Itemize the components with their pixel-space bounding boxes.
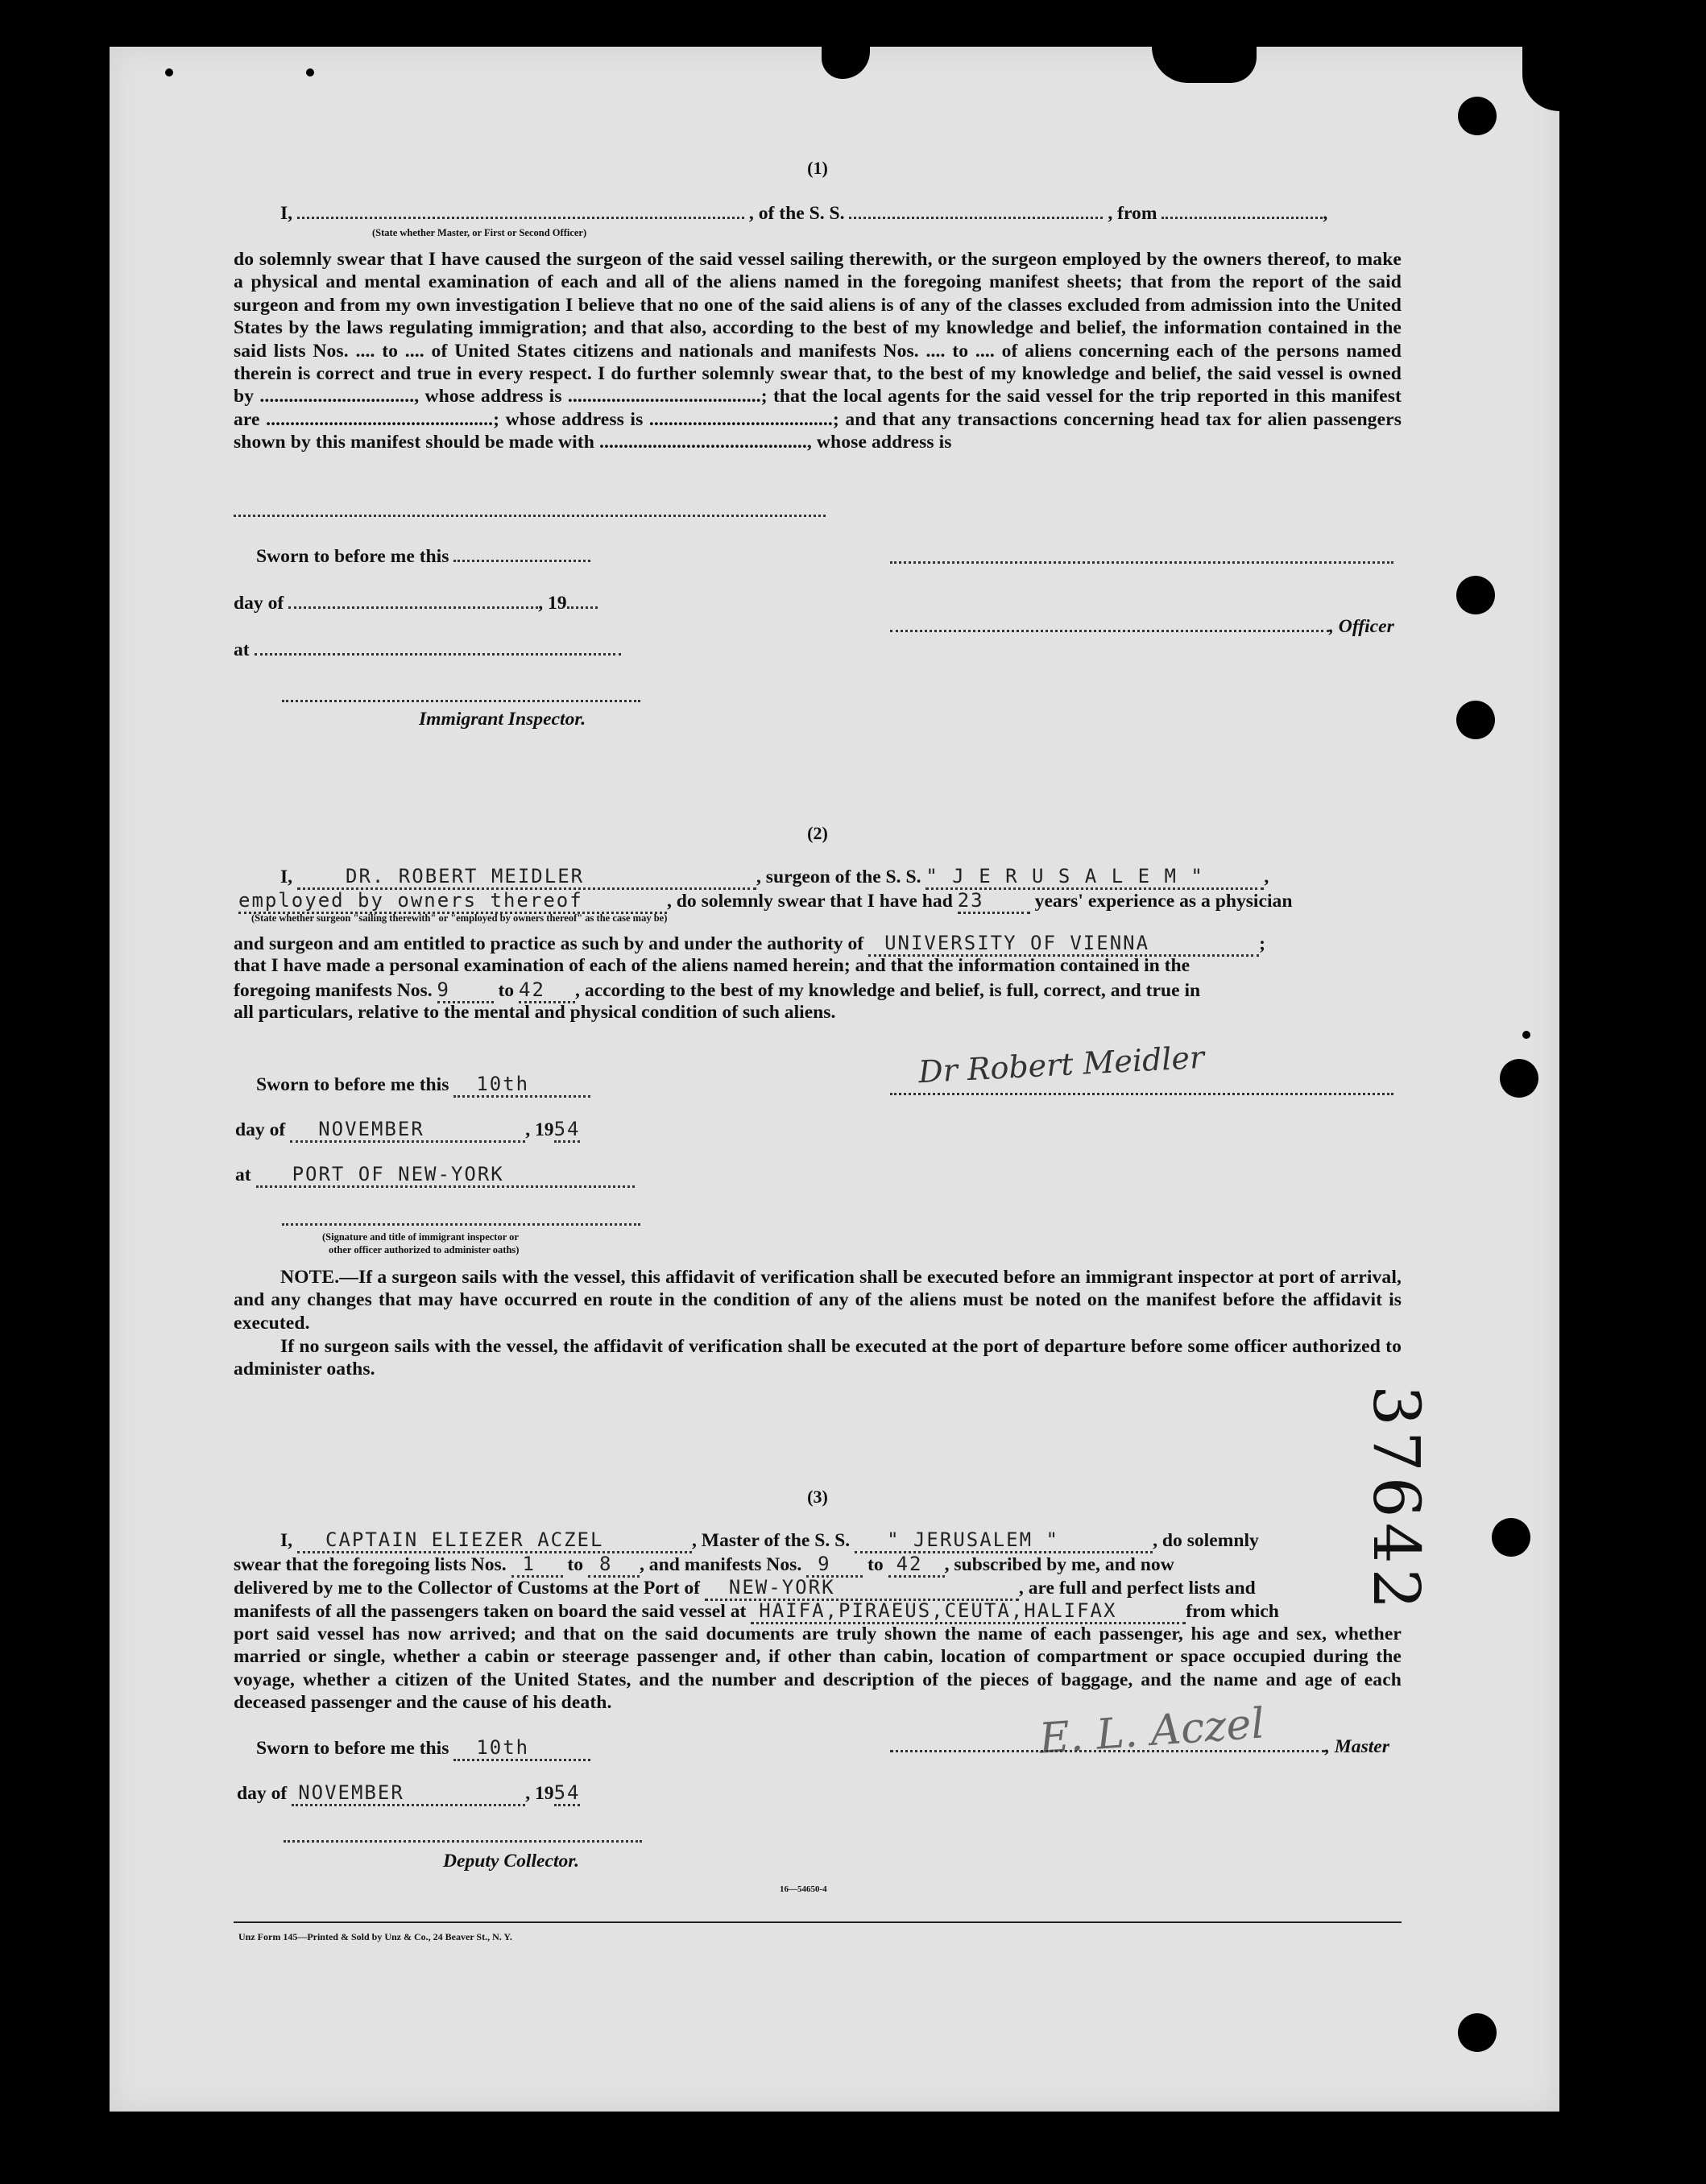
section-1-sworn: [256, 546, 590, 568]
manifests-from-field[interactable]: 9: [806, 1553, 863, 1578]
master-signature-field[interactable]: [890, 1737, 1325, 1752]
swear-label: , do solemnly swear that I have had: [667, 891, 953, 912]
solemnly-label: , do solemnly: [1153, 1530, 1259, 1551]
section-1-number: (1): [807, 158, 828, 178]
collector-signature-field[interactable]: [284, 1827, 642, 1843]
lists-to-field[interactable]: 8: [588, 1553, 640, 1578]
oath-i: I,: [280, 1530, 293, 1551]
ink-dot: [165, 68, 173, 77]
section-2-sworn: [256, 1073, 590, 1098]
to-label: to: [867, 1554, 884, 1575]
master-of-label: , Master of the S. S.: [692, 1530, 851, 1551]
lists-label: swear that the foregoing lists Nos.: [234, 1554, 507, 1575]
ink-dot: [306, 68, 314, 77]
section-2-number: (2): [807, 823, 828, 843]
lists-line: [234, 1553, 1174, 1578]
manifest-to-field[interactable]: 42: [519, 978, 575, 1003]
section-2-employment-line: [238, 889, 1292, 914]
surgeon-vessel[interactable]: " J E R U S A L E M ": [925, 865, 1264, 890]
employment-field[interactable]: employed by owners thereof: [238, 889, 667, 914]
delivered-label: delivered by me to the Collector of Customs at the Port of: [234, 1578, 701, 1599]
sworn-label: Sworn to before me this: [256, 1074, 449, 1095]
punch-hole: [1456, 576, 1495, 614]
witness-signature-field[interactable]: [282, 1210, 640, 1226]
section-2-caption: (State whether surgeon "sailing therewith" or "employed by owners thereof" as the case may be): [251, 912, 668, 924]
from-which-label: from which: [1186, 1601, 1279, 1622]
lists-from-field[interactable]: 1: [511, 1553, 563, 1578]
section-1-day-of: [234, 593, 598, 614]
manifests-label: foregoing manifests Nos.: [234, 980, 433, 1001]
particulars-line: all particulars, relative to the mental and physical condition of such aliens.: [234, 1002, 836, 1023]
section-1-at: [234, 639, 621, 661]
year-field[interactable]: [567, 594, 598, 609]
section-1-caption: (State whether Master, or First or Second Officer): [372, 227, 587, 238]
section-2-oath-line: I, DR. ROBERT MEIDLER , surgeon of the S. S. " J E R U S A L E M " ,: [280, 865, 1269, 890]
surgeon-signature: Dr Robert Meidler: [917, 1039, 1206, 1090]
to-label: to: [567, 1554, 584, 1575]
manifests-to-field[interactable]: 42: [888, 1553, 945, 1578]
sig-caption-1: (Signature and title of immigrant inspector or: [322, 1231, 519, 1243]
surgeon-of-label: , surgeon of the S. S.: [756, 867, 921, 887]
years-field[interactable]: 23: [958, 889, 1030, 914]
inspector-signature-line: [282, 686, 640, 708]
officer-label: , Officer: [1329, 616, 1394, 637]
note-1: NOTE.—If a surgeon sails with the vessel, this affidavit of verification shall be executed before an immigrant inspector at port of arrival, and any changes that may have occurred en route in the condition of any of the aliens must be noted on the manifest before the affidavit is executed.: [234, 1267, 1402, 1334]
according-label: , according to the best of my knowledge and belief, is full, correct, and true in: [575, 980, 1201, 1001]
note-2: If no surgeon sails with the vessel, the affidavit of verification shall be executed at the port of departure before some officer authorized to administer oaths.: [234, 1336, 1402, 1380]
vessel-field[interactable]: [849, 204, 1103, 219]
sworn-label: Sworn to before me this: [256, 1738, 449, 1759]
month-field[interactable]: [288, 594, 538, 609]
punch-hole: [1492, 1518, 1530, 1557]
master-label: , Master: [1325, 1736, 1389, 1757]
inspector-label: Immigrant Inspector.: [419, 709, 586, 730]
section-3-day-of: [237, 1781, 580, 1806]
full-lists-label: , are full and perfect lists and: [1018, 1578, 1256, 1599]
punch-hole: [1456, 701, 1495, 739]
examined-line: that I have made a personal examination of each of the aliens named herein; and that the information contained in the: [234, 955, 1190, 976]
officer-signature-line: [890, 548, 1393, 569]
day-of-label: day of: [237, 1783, 288, 1804]
punch-hole: [1458, 2013, 1497, 2052]
of-ss-label: , of the S. S.: [748, 203, 845, 224]
address-continuation: [234, 501, 826, 523]
from-label: , from: [1108, 203, 1157, 224]
master-name-field[interactable]: CAPTAIN ELIEZER ACZEL: [297, 1528, 692, 1553]
section-2-day-of: [235, 1118, 580, 1143]
place-field[interactable]: [255, 640, 621, 656]
day-of-label: day of: [235, 1119, 286, 1140]
manifests-line: [234, 978, 1200, 1003]
to-label: to: [498, 980, 515, 1001]
year-label: , 19: [538, 593, 567, 614]
master-signature-line: [890, 1736, 1389, 1758]
footer-imprint: Unz Form 145—Printed & Sold by Unz & Co., 24 Beaver St., N. Y.: [238, 1931, 512, 1942]
surgeon-signature-line: [890, 1079, 1393, 1101]
surgeon-name[interactable]: DR. ROBERT MEIDLER: [297, 865, 756, 890]
officer-name-field[interactable]: [297, 204, 744, 219]
section-1-body: do solemnly swear that I have caused the surgeon of the said vessel sailing therewith, or the surgeon employed by the owners thereof, to make a physical and mental examination of each and all of the aliens named in the foregoing manifest sheets; that from the report of the said surgeon and from my own investigation I believe that no one of the said aliens is of any of the classes excluded from admission into the United States by the laws regulating immigration; and that also, according to the best of my knowledge and belief, the information contained in the said lists Nos. .... to .... of United States citizens and nationals and manifests Nos. .... to .... of aliens concerning each of the persons named therein is correct and true in every respect. I do further solemnly swear that, to the best of my knowledge and belief, the said vessel is owned by ................................, whose address is ........................................; that the local agents for the said vessel for the trip reported in this manifest are ...............................................; whose address is ......................................; and that any transactions concerning head tax for alien passengers shown by this manifest should be made with ..........................................., whose address is: [234, 249, 1402, 453]
manifests-label: , and manifests Nos.: [639, 1554, 802, 1575]
authority-label: and surgeon and am entitled to practice as such by and under the authority of: [234, 933, 864, 954]
year-prefix: , 19: [525, 1783, 554, 1804]
year-prefix: , 19: [525, 1119, 554, 1140]
officer-signature-field[interactable]: [890, 548, 1393, 564]
section-1-oath-line: I, , of the S. S. , from ,: [280, 203, 1328, 224]
at-label: at: [234, 639, 250, 660]
manifest-from-field[interactable]: 9: [437, 978, 494, 1003]
sig-field-line: [282, 1210, 640, 1231]
place-field[interactable]: PORT OF NEW-YORK: [256, 1163, 635, 1188]
port-field[interactable]: NEW-YORK: [705, 1576, 1019, 1601]
section-3-body: port said vessel has now arrived; and that on the said documents are truly shown the name of each passenger, his age and sex, whether married or single, whether a cabin or steerage passenger and, if other than cabin, location of compartment or space occupied during the voyage, whether a citizen of the United States, and the number and description of the pieces of baggage, and the name and age of each deceased passenger and the cause of his death.: [234, 1624, 1402, 1714]
punch-hole: [1458, 97, 1497, 135]
sig-caption-2: other officer authorized to administer oaths): [329, 1244, 520, 1255]
from-field[interactable]: [1161, 204, 1323, 219]
officer-line: [890, 616, 1394, 638]
section-3-sworn: [256, 1736, 590, 1761]
master-signature: E. L. Aczel: [1037, 1699, 1266, 1764]
month-field[interactable]: NOVEMBER: [290, 1118, 525, 1143]
punch-hole: [1500, 1059, 1538, 1098]
collector-label: Deputy Collector.: [443, 1851, 580, 1872]
master-vessel-field[interactable]: " JERUSALEM ": [855, 1528, 1153, 1553]
sworn-label: Sworn to before me this: [256, 546, 449, 567]
delivered-line: [234, 1576, 1256, 1601]
day-of-label: day of: [234, 593, 284, 614]
address-field[interactable]: [234, 502, 826, 517]
year-field[interactable]: 54: [554, 1118, 581, 1143]
sworn-day-field[interactable]: 10th: [453, 1073, 590, 1098]
surgeon-signature-field[interactable]: [890, 1080, 1393, 1095]
footer-rule: [234, 1921, 1402, 1923]
authority-line: and surgeon and am entitled to practice as such by and under the authority of UNIVERSITY OF VIENNA ;: [234, 932, 1265, 957]
section-3-number: (3): [807, 1487, 828, 1507]
inspector-signature-field[interactable]: [282, 687, 640, 702]
experience-label: years' experience as a physician: [1034, 891, 1293, 912]
section-2-at: [235, 1163, 635, 1188]
subscribed-label: , subscribed by me, and now: [944, 1554, 1174, 1575]
section-3-oath-line: [280, 1528, 1259, 1553]
sworn-day-field[interactable]: 10th: [453, 1736, 590, 1761]
collector-signature-line: [284, 1826, 642, 1848]
authority-field[interactable]: UNIVERSITY OF VIENNA: [868, 932, 1259, 957]
oath-i: I,: [280, 867, 293, 887]
sworn-day-field[interactable]: [453, 547, 590, 562]
ink-dot: [1522, 1031, 1530, 1039]
at-label: at: [235, 1164, 251, 1185]
ports-field[interactable]: HAIFA,PIRAEUS,CEUTA,HALIFAX: [751, 1599, 1186, 1624]
manifests-of-label: manifests of all the passengers taken on board the said vessel at: [234, 1601, 747, 1622]
month-field[interactable]: NOVEMBER: [292, 1781, 525, 1806]
margin-handwritten-number: 37642: [1359, 1385, 1434, 1615]
ports-line: [234, 1599, 1279, 1624]
oath-i: I,: [280, 203, 293, 224]
year-field[interactable]: 54: [554, 1781, 581, 1806]
officer-title-field[interactable]: [890, 617, 1329, 632]
form-code: 16—54650-4: [780, 1884, 827, 1894]
